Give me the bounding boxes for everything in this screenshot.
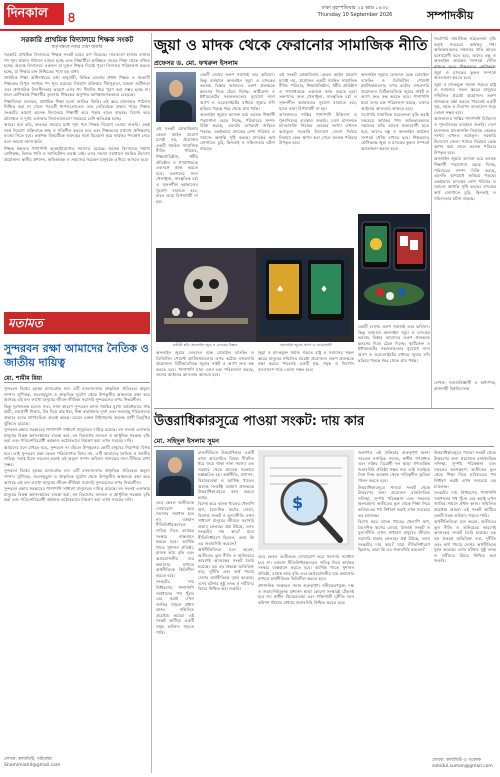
main-article-2-col-c	[358, 450, 430, 750]
main-article-1-col-a2	[156, 126, 198, 244]
gambling-photo	[358, 214, 430, 320]
paragraph: শিক্ষাবিদরা বলছেন, প্রাথমিক শিক্ষা হলো জাতির ভিত্তি। এই স্তরে মানসম্মত পাঠদান নিশ্চিত করা না গেলে পরবর্তী ধাপগুলোতেও তার নেতিবাচক প্রভাব পড়ে। শিক্ষক সংকটের কারণে অনেক বিদ্যালয়ে শিক্ষার্থী ঝরে পড়ার হারও বাড়ছে। বিশেষ করে গ্রামাঞ্চল ও দুর্গম এলাকার বিদ্যালয়গুলো সবচেয়ে বেশি ক্ষতিগ্রস্ত হচ্ছে।	[4, 98, 150, 121]
opinion-banner-label: মতামত	[8, 316, 43, 330]
page-number: ৪	[67, 10, 77, 26]
paragraph: সর্বোপরি সামাজিক সচেতনতা বৃদ্ধি করাই সবচেয়ে কার্যকর পথ। অভিভাবকদের সন্তানের প্রতি আরও মনোযোগী হতে হবে, তাদের বন্ধু ও অনলাইন কার্যক্রম সম্পর্কে খোঁজ রাখতে হবে। শিক্ষকদের শ্রেণিকক্ষে জুয়া ও মাদকের কুফল সম্পর্কে আলোচনা করতে হবে।	[434, 36, 496, 81]
paragraph: অনলাইন জুয়ায় আসক্ত হয়ে অনেক শিক্ষার্থী পড়াশোনা ছেড়ে দিচ্ছে, পরিবারের সম্পদ বিক্রি করছে, এমনকি অপরাধে জড়িয়ে পড়ছে। একইভাবে মাদকের নেশা পরিবার ও সমাজে অশান্তি সৃষ্টি করছে। মাদকের অর্থ জোগাতে চুরি, ছিনতাই ও সহিংসতার ঘটনা বাড়ছে।	[434, 156, 496, 201]
paragraph: সংকটের দায় নির্ধারণের পাশাপাশি সমাধানের পথ খুঁজে বের করাই এখন জাতির সামনে প্রধান কাজ। সম্মিলিত প্রচেষ্টায় আমরা এই সংকট কাটিয়ে একটি সমৃদ্ধ ভবিষ্যৎ গড়তে পারি।	[156, 579, 194, 635]
main-article-2-author-note: লেখক: কলামিস্ট ও গবেষক sohidul.suman@gmail.com	[432, 758, 493, 769]
main-article-1-col-f	[258, 350, 354, 406]
paragraph: প্রাথমিক শিক্ষা অধিদপ্তরের তথ্য অনুযায়ী, বিভিন্ন জেলায় প্রধান শিক্ষক ও সহকারী শিক্ষকের বিপুল সংখ্যক পদ শূন্য রয়েছে। নিয়োগ প্রক্রিয়ার দীর্ঘসূত্রতা, মামলা জটিলতা এবং প্রশাসনিক উদাসীনতার কারণে এসব পদ দীর্ঘদিন ধরে পূরণ করা সম্ভব হচ্ছে না। ফলে শ্রেণিকক্ষে শিক্ষার্থীর তুলনায় শিক্ষকের অনুপাত আশঙ্কাজনকভাবে বেড়েছে।	[4, 75, 150, 98]
masthead-rule	[0, 29, 500, 31]
main-article-2-col-a2	[156, 500, 194, 750]
photo-caption: প্রতীকী ছবি: অনলাইন জুয়া ও মাদকের বিস্তার	[172, 343, 238, 347]
paragraph: শিক্ষক স্বল্পতার পাশাপাশি অবকাঠামোগত সমস্যাও রয়েছে। অনেক বিদ্যালয়ে পর্যাপ্ত শ্রেণিকক্ষ, বিশুদ্ধ পানি ও স্যানিটেশন ব্যবস্থা নেই। এসব সমস্যা সমাধানে সমন্বিত উদ্যোগ প্রয়োজন। স্থানীয় প্রশাসন, অভিভাবক ও সমাজের সচেতন মানুষকে এগিয়ে আসতে হবে।	[4, 145, 150, 162]
svg-text:♠: ♠	[276, 285, 285, 295]
paragraph: বিশেষ করে ব্যাংক খাতের খেলাপি ঋণ, বৈদেশিক ঋণের বোঝা, রিজার্ভ সংকট ও মূল্যস্ফীতি এখন সাধারণ মানুষের জীবনে সরাসরি প্রভাব ফেলছে। প্রশ্ন উঠছে, এসব সংকটের দায় কার? যারা নীতিনির্ধারণে ছিলেন, তারা কি এর জবাবদিহি করবেন?	[198, 501, 254, 546]
main-article-1-footer-note: লেখক: সমাজবিজ্ঞানী ও অধ্যাপক, রাজশাহী বিশ্ববিদ্যালয়	[434, 380, 496, 391]
paragraph: তবে কেবল অতীতকে দোষারোপ করে সমস্যার সমাধান হবে না। বর্তমান নীতিনির্ধারকদেরও দায়িত্ব নিয়ে কার্যকর সংস্কার বাস্তবায়ন করতে হবে। আর্থিক খাতে সুশাসন প্রতিষ্ঠা, রাজস্ব আয় বৃদ্ধি এবং অপ্রয়োজনীয় ব্যয় কমানোর মাধ্যমে অর্থনীতিকে স্থিতিশীল করতে হবে।	[156, 500, 194, 578]
paragraph: জুয়া ও মাদকমুক্ত সমাজ গড়তে রাষ্ট্র ও সমাজের সকল স্তরের মানুষের সম্মিলিত প্রচেষ্টা প্রয়োজন। তরুণ প্রজন্মকে রক্ষা করতে পারলেই একটি সুস্থ, সমৃদ্ধ ও নিরাপদ বাংলাদেশ গড়ে তোলা সম্ভব হবে।	[434, 81, 496, 115]
paragraph: অনলাইন জুয়ার লেনদেন বন্ধে মোবাইল ব্যাংকিং ও ডিজিটাল পেমেন্ট প্ল্যাটফর্মগুলোর ওপর কঠোর নজরদারি প্রয়োজন। বিটিআরসিকে জুয়ার সাইট ও অ্যাপ দ্রুত বন্ধ করতে হবে। পাশাপাশি যারা এসব চক্র পরিচালনা করছে, তাদের আইনের আওতায় আনতে হবে।	[361, 72, 429, 111]
svg-text:$: $	[292, 493, 304, 512]
left-article-body	[4, 52, 150, 308]
paragraph: আমরা মনে করি, দ্রুততম সময়ের মধ্যে শূন্য পদে শিক্ষক নিয়োগ দেওয়া জরুরি। একই সঙ্গে নিয়োগ প্রক্রিয়াকে স্বচ্ছ ও গতিশীল করতে হবে এবং শিক্ষকদের যথাযথ প্রশিক্ষণের ব্যবস্থা নিতে হবে। কর্তৃপক্ষ বিষয়টিকে গুরুত্বের সঙ্গে বিবেচনা করে কার্যকর পদক্ষেপ নেবে বলে আমরা আশা করি।	[4, 122, 150, 144]
main-article-1-author: প্রফেসর ড. মো. ফখরুল ইসলাম	[154, 59, 238, 67]
author-photo	[156, 450, 194, 496]
main-article-1-col-g	[358, 324, 430, 406]
svg-text:♦: ♦	[320, 285, 329, 295]
date-english: Thursday 10 September 2026	[317, 12, 393, 18]
main-article-1-col-d	[434, 36, 496, 376]
paragraph: উত্তরাধিকারসূত্রে পাওয়া সংকট থেকে উত্তরণের জন্য প্রয়োজন রাজনৈতিক সদিচ্ছা, সুস্পষ্ট পরিকল্পনা এবং সকলের অংশগ্রহণ। অতীতের ভুল থেকে শিক্ষা নিয়ে ভবিষ্যতের পথ নির্ধারণ করাই এখন সবচেয়ে বড় চ্যালেঞ্জ।	[358, 484, 430, 518]
section-title: সম্পাদকীয়	[427, 9, 474, 22]
paragraph: প্রশাসনিক সংস্কারও সমান গুরুত্বপূর্ণ। দলীয়করণমুক্ত, দক্ষ ও জবাবদিহিমূলক প্রশাসন ছাড়া কোনো সংস্কারই টেকসই হবে না। স্বাধীন বিচারব্যবস্থা এবং শক্তিশালী দুর্নীতি দমন কমিশন গঠনের মাধ্যমে জবাবদিহি নিশ্চিত করতে হবে।	[258, 582, 354, 605]
opinion-author-note: লেখক: কলামিস্ট, গাইবান্ধা Shamimiah4@gmail.com	[4, 757, 61, 768]
column-divider	[431, 33, 432, 408]
divider	[154, 408, 494, 409]
opinion-headline[interactable]: সুন্দরবন রক্ষা আমাদের নৈতিক ও জাতীয় দায়িত্ব	[4, 342, 149, 369]
drugs-photo	[156, 248, 354, 342]
masthead	[0, 0, 500, 30]
main-article-2-col-d	[434, 450, 496, 754]
main-article-1-col-c	[361, 72, 429, 212]
paragraph: সুন্দরবন রক্ষায় সরকারের পাশাপাশি সাধারণ মানুষেরও দায়িত্ব রয়েছে। বন সংলগ্ন এলাকার মানুষের বিকল্প কর্মসংস্থানের ব্যবস্থা করা, বন বিভাগের জনবল ও আধুনিক সরঞ্জাম বৃদ্ধি করা এবং পরিবেশবিরোধী কর্মকাণ্ড কঠোরভাবে নিয়ন্ত্রণ করা এখন সময়ের দাবি।	[4, 486, 150, 503]
paragraph: একটি দেশের তরুণ সমাজই তার ভবিষ্যৎ। কিন্তু বর্তমানে অনলাইন জুয়া ও মাদকের ভয়াবহ বিস্তার আমাদের তরুণ প্রজন্মকে ধ্বংসের দিকে ঠেলে দিচ্ছে। স্মার্টফোন ও ইন্টারনেটের সহজলভ্যতার সুযোগে নানা অ্যাপ ও ওয়েবসাইটের মাধ্যমে জুয়ার ফাঁদ ছড়িয়ে পড়ছে শহর থেকে গ্রাম পর্যন্ত।	[200, 72, 275, 111]
left-article-byline: কর্তৃপক্ষকে নজর দেয়া জরুরি	[51, 45, 103, 50]
paragraph: অর্থনীতিবিদরা মনে করেন, অতীতের ভুল নীতি ও অনিয়মের কারণেই আজকের সংকট তৈরি হয়েছে। বড় বড় প্রকল্পে অতিরিক্ত ব্যয়, দুর্নীতি এবং অর্থ পাচার দেশের অর্থনীতিকে দুর্বল করেছে। এসব ঘটনার সুষ্ঠু তদন্ত ও দায়ীদের বিচার নিশ্চিত করা জরুরি।	[434, 519, 496, 564]
paragraph: রাজনীতিতে উত্তরাধিকার একটি বহুল আলোচিত বিষয়। দীর্ঘদিন ধরে জমে থাকা নানা সমস্যা এক সরকার থেকে আরেক সরকারে হস্তান্তরিত হয়। অর্থনীতি, প্রশাসন, বিচারব্যবস্থা ও আর্থিক খাতের অনেক সংকটই বর্তমান প্রজন্মকে উত্তরাধিকারসূত্রে বহন করতে হচ্ছে।	[198, 450, 254, 500]
main-article-1-col-e	[156, 350, 254, 406]
magnifier-photo	[258, 450, 354, 550]
paragraph: জনগণও এই প্রক্রিয়ার গুরুত্বপূর্ণ অংশ। সচেতন নাগরিক সমাজ, স্বাধীন গণমাধ্যম এবং সক্রিয় বিরোধী দল ছাড়া গণতান্ত্রিক জবাবদিহি প্রতিষ্ঠা সম্ভব নয়। তাই সবাইকে নিজ নিজ অবস্থান থেকে দায়িত্বশীল ভূমিকা পালন করতে হবে।	[358, 450, 430, 483]
paragraph: কিন্তু দুঃখজনক হলেও সত্য, নানা কারণে সুন্দরবন আজ হুমকির মুখে। অবৈধভাবে গাছ কাটা, বন্যপ্রাণী শিকার, বিষ দিয়ে মাছ ধরা, শিল্প কারখানার দূষণ এবং জলবায়ু পরিবর্তনের প্রভাবে বনের প্রাণবৈচিত্র্য ক্রমেই কমছে। রয়েল বেঙ্গল টাইগারসহ অনেক প্রাণী বিলুপ্তির ঝুঁকিতে রয়েছে।	[4, 403, 150, 426]
paragraph: বিশেষ করে ব্যাংক খাতের খেলাপি ঋণ, বৈদেশিক ঋণের বোঝা, রিজার্ভ সংকট ও মূল্যস্ফীতি এখন সাধারণ মানুষের জীবনে সরাসরি প্রভাব ফেলছে। প্রশ্ন উঠছে, এসব সংকটের দায় কার? যারা নীতিনির্ধারণে ছিলেন, তারা কি এর জবাবদিহি করবেন?	[358, 519, 430, 553]
paragraph: আসক্তদের শাস্তির পাশাপাশি চিকিৎসা ও পুনর্বাসনের ব্যবস্থাও জরুরি। দেশে মানসম্মত মাদকাসক্তি নিরাময় কেন্দ্রের সংখ্যা এখনও অপ্রতুল। সরকারি উদ্যোগে জেলা পর্যায়ে নিরাময় কেন্দ্র স্থাপন করা গেলে অনেক পরিবার উপকৃত হবে।	[279, 112, 357, 146]
column-divider	[151, 33, 152, 773]
main-article-2-col-b	[258, 554, 354, 750]
paragraph: এই সংকট মোকাবিলায় কেবল আইন প্রয়োগ যথেষ্ট নয়, প্রয়োজন একটি সমন্বিত সামাজিক নীতি। পরিবার, শিক্ষাপ্রতিষ্ঠান, ধর্মীয় প্রতিষ্ঠান ও গণমাধ্যমকে একসঙ্গে কাজ করতে হবে। তরুণদের জন্য খেলাধুলা, সাংস্কৃতিক চর্চা ও সৃজনশীল কর্মকাণ্ডের সুযোগ বাড়াতে হবে, যাতে তারা বিপথগামী না হয়।	[279, 72, 357, 111]
paragraph: সর্বোপরি সামাজিক সচেতনতা বৃদ্ধি করাই সবচেয়ে কার্যকর পথ। অভিভাবকদের সন্তানের প্রতি আরও মনোযোগী হতে হবে, তাদের বন্ধু ও অনলাইন কার্যক্রম সম্পর্কে খোঁজ রাখতে হবে। শিক্ষকদের শ্রেণিকক্ষে জুয়া ও মাদকের কুফল সম্পর্কে আলোচনা করতে হবে।	[361, 112, 429, 151]
main-article-2-author: মো. সহিদুল ইসলাম সুমন	[154, 437, 220, 445]
newspaper-logo[interactable]: দিনকাল	[7, 6, 48, 21]
paragraph: তবে কেবল অতীতকে দোষারোপ করে সমস্যার সমাধান হবে না। বর্তমান নীতিনির্ধারকদেরও দায়িত্ব নিয়ে কার্যকর সংস্কার বাস্তবায়ন করতে হবে। আর্থিক খাতে সুশাসন প্রতিষ্ঠা, রাজস্ব আয় বৃদ্ধি এবং অপ্রয়োজনীয় ব্যয় কমানোর মাধ্যমে অর্থনীতিকে স্থিতিশীল করতে হবে।	[258, 554, 354, 582]
date-info	[285, 5, 425, 19]
divider	[154, 446, 494, 447]
main-article-1-col-a	[200, 72, 275, 242]
paragraph: আমাদের মনে রাখতে হবে, সুন্দরবন না বাঁচলে উপকূলের কোটি মানুষের নিরাপত্তা বিপন্ন হবে। তাই সুন্দরবন রক্ষা কেবল পরিবেশগত বিষয় নয়, এটি আমাদের নৈতিক ও জাতীয় দায়িত্ব। সবাই মিলে সচেতন হলেই এই অমূল্য সম্পদ ভবিষ্যৎ প্রজন্মের জন্য টিকিয়ে রাখা সম্ভব।	[4, 444, 150, 467]
main-article-2-headline[interactable]: উত্তরাধিকারসূত্রে পাওয়া সংকট: দায় কার	[154, 414, 365, 429]
paragraph: এই সংকট মোকাবিলায় কেবল আইন প্রয়োগ যথেষ্ট নয়, প্রয়োজন একটি সমন্বিত সামাজিক নীতি। পরিবার, শিক্ষাপ্রতিষ্ঠান, ধর্মীয় প্রতিষ্ঠান ও গণমাধ্যমকে একসঙ্গে কাজ করতে হবে। তরুণদের জন্য খেলাধুলা, সাংস্কৃতিক চর্চা ও সৃজনশীল কর্মকাণ্ডের সুযোগ বাড়াতে হবে, যাতে তারা বিপথগামী না হয়।	[156, 126, 198, 204]
paragraph: অর্থনীতিবিদরা মনে করেন, অতীতের ভুল নীতি ও অনিয়মের কারণেই আজকের সংকট তৈরি হয়েছে। বড় বড় প্রকল্পে অতিরিক্ত ব্যয়, দুর্নীতি এবং অর্থ পাচার দেশের অর্থনীতিকে দুর্বল করেছে। এসব ঘটনার সুষ্ঠু তদন্ত ও দায়ীদের বিচার নিশ্চিত করা জরুরি।	[198, 547, 254, 592]
author-photo	[156, 72, 196, 122]
photo-caption: অনলাইন জুয়ার অ্যাপ ও ওয়েবসাইট	[280, 343, 332, 347]
paragraph: সুন্দরবন বিশ্বের বৃহত্তম ম্যানগ্রোভ বন। এটি বাংলাদেশের প্রাকৃতিক ঐতিহ্যের অমূল্য সম্পদ। ঘূর্ণিঝড়, জলোচ্ছ্বাস ও প্রাকৃতিক দুর্যোগ থেকে উপকূলীয় অঞ্চলকে রক্ষা করে আসছে এই বন। লাখো মানুষের জীবন-জীবিকা সরাসরি সুন্দরবনের ওপর নির্ভরশীল।	[4, 386, 150, 403]
paragraph: সুন্দরবন রক্ষায় সরকারের পাশাপাশি সাধারণ মানুষেরও দায়িত্ব রয়েছে। বন সংলগ্ন এলাকার মানুষের বিকল্প কর্মসংস্থানের ব্যবস্থা করা, বন বিভাগের জনবল ও আধুনিক সরঞ্জাম বৃদ্ধি করা এবং পরিবেশবিরোধী কর্মকাণ্ড কঠোরভাবে নিয়ন্ত্রণ করা এখন সময়ের দাবি।	[4, 427, 150, 444]
main-article-2-col-a	[198, 450, 254, 750]
paragraph: আসক্তদের শাস্তির পাশাপাশি চিকিৎসা ও পুনর্বাসনের ব্যবস্থাও জরুরি। দেশে মানসম্মত মাদকাসক্তি নিরাময় কেন্দ্রের সংখ্যা এখনও অপ্রতুল। সরকারি উদ্যোগে জেলা পর্যায়ে নিরাময় কেন্দ্র স্থাপন করা গেলে অনেক পরিবার উপকৃত হবে।	[434, 116, 496, 155]
date-bengali: ঢাকা বৃহস্পতিবার ২৫ ভাদ্র ১৪৩৩	[321, 5, 389, 11]
paragraph: সংকটের দায় নির্ধারণের পাশাপাশি সমাধানের পথ খুঁজে বের করাই এখন জাতির সামনে প্রধান কাজ। সম্মিলিত প্রচেষ্টায় আমরা এই সংকট কাটিয়ে একটি সমৃদ্ধ ভবিষ্যৎ গড়তে পারি।	[434, 490, 496, 518]
paragraph: একটি দেশের তরুণ সমাজই তার ভবিষ্যৎ। কিন্তু বর্তমানে অনলাইন জুয়া ও মাদকের ভয়াবহ বিস্তার আমাদের তরুণ প্রজন্মকে ধ্বংসের দিকে ঠেলে দিচ্ছে। স্মার্টফোন ও ইন্টারনেটের সহজলভ্যতার সুযোগে নানা অ্যাপ ও ওয়েবসাইটের মাধ্যমে জুয়ার ফাঁদ ছড়িয়ে পড়ছে শহর থেকে গ্রাম পর্যন্ত।	[358, 324, 430, 363]
main-article-1-headline[interactable]: জুয়া ও মাদক থেকে ফেরানোর সামাজিক নীতি	[154, 36, 428, 54]
opinion-body	[4, 386, 150, 754]
opinion-author: মো. শামীম মিয়া	[4, 375, 42, 382]
paragraph: সরকারি প্রাথমিক বিদ্যালয়ে শিক্ষক সংকট চরমে রূপ নিয়েছে। সারাদেশে হাজার হাজার পদ শূন্য থাকায় পাঠদান ব্যাহত হচ্ছে এবং শিক্ষার্থীরা কাঙ্ক্ষিত মানের শিক্ষা থেকে বঞ্চিত হচ্ছে। অনেক বিদ্যালয়ে একজন বা দুজন শিক্ষক দিয়েই পুরো বিদ্যালয় পরিচালনা করতে হচ্ছে, যা শিক্ষার মান নিশ্চিতের পথে বড় বাধা।	[4, 52, 150, 74]
paragraph: অনলাইন জুয়ার লেনদেন বন্ধে মোবাইল ব্যাংকিং ও ডিজিটাল পেমেন্ট প্ল্যাটফর্মগুলোর ওপর কঠোর নজরদারি প্রয়োজন। বিটিআরসিকে জুয়ার সাইট ও অ্যাপ দ্রুত বন্ধ করতে হবে। পাশাপাশি যারা এসব চক্র পরিচালনা করছে, তাদের আইনের আওতায় আনতে হবে।	[156, 350, 254, 378]
divider	[4, 382, 150, 383]
paragraph: সুন্দরবন বিশ্বের বৃহত্তম ম্যানগ্রোভ বন। এটি বাংলাদেশের প্রাকৃতিক ঐতিহ্যের অমূল্য সম্পদ। ঘূর্ণিঝড়, জলোচ্ছ্বাস ও প্রাকৃতিক দুর্যোগ থেকে উপকূলীয় অঞ্চলকে রক্ষা করে আসছে এই বন। লাখো মানুষের জীবন-জীবিকা সরাসরি সুন্দরবনের ওপর নির্ভরশীল।	[4, 468, 150, 485]
main-article-1-col-b	[279, 72, 357, 247]
paragraph: জুয়া ও মাদকমুক্ত সমাজ গড়তে রাষ্ট্র ও সমাজের সকল স্তরের মানুষের সম্মিলিত প্রচেষ্টা প্রয়োজন। তরুণ প্রজন্মকে রক্ষা করতে পারলেই একটি সুস্থ, সমৃদ্ধ ও নিরাপদ বাংলাদেশ গড়ে তোলা সম্ভব হবে।	[258, 350, 354, 372]
paragraph: উত্তরাধিকারসূত্রে পাওয়া সংকট থেকে উত্তরণের জন্য প্রয়োজন রাজনৈতিক সদিচ্ছা, সুস্পষ্ট পরিকল্পনা এবং সকলের অংশগ্রহণ। অতীতের ভুল থেকে শিক্ষা নিয়ে ভবিষ্যতের পথ নির্ধারণ করাই এখন সবচেয়ে বড় চ্যালেঞ্জ।	[434, 450, 496, 489]
paragraph: অনলাইন জুয়ায় আসক্ত হয়ে অনেক শিক্ষার্থী পড়াশোনা ছেড়ে দিচ্ছে, পরিবারের সম্পদ বিক্রি করছে, এমনকি অপরাধে জড়িয়ে পড়ছে। একইভাবে মাদকের নেশা পরিবার ও সমাজে অশান্তি সৃষ্টি করছে। মাদকের অর্থ জোগাতে চুরি, ছিনতাই ও সহিংসতার ঘটনা বাড়ছে।	[200, 112, 275, 151]
left-article-headline[interactable]: সরকারি প্রাথমিক বিদ্যালয়ে শিক্ষক সংকট	[20, 36, 134, 44]
